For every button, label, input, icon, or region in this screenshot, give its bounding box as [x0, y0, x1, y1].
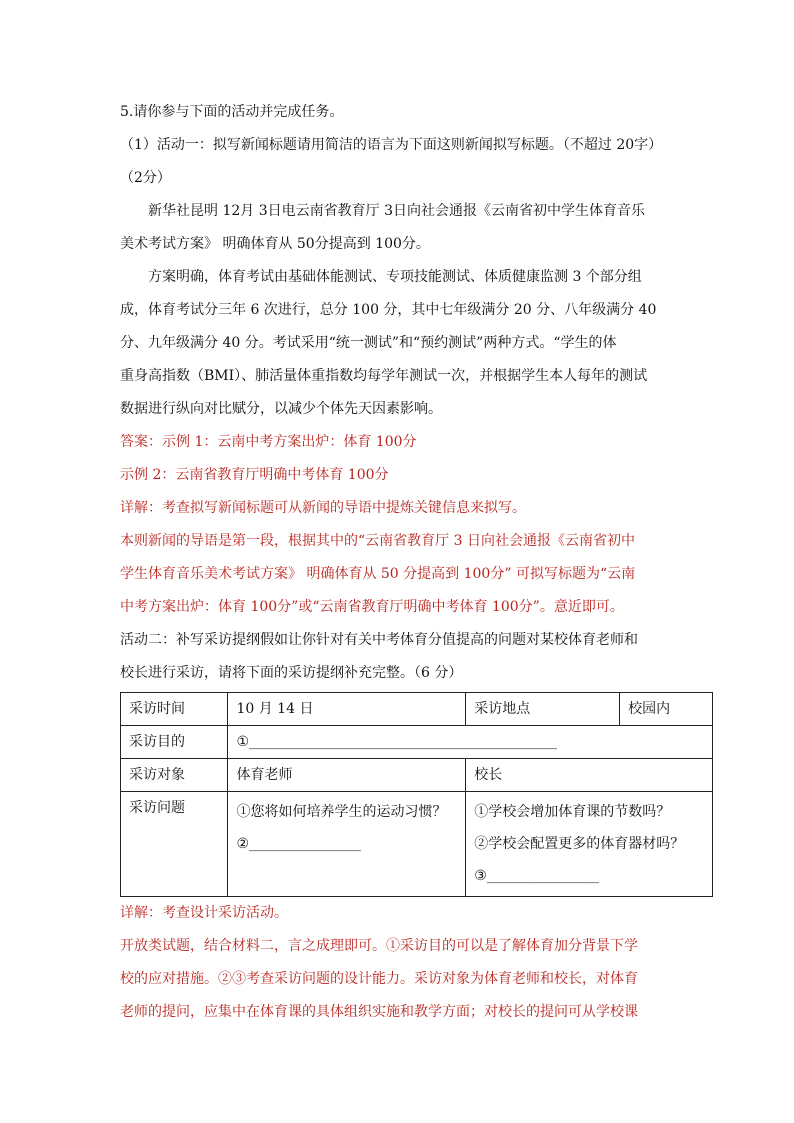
news-paragraph-1-line: 新华社昆明 12月 3日电云南省教育厅 3日向社会通报《云南省初中学生体育音乐 — [148, 203, 645, 219]
news-paragraph-2-line: 分、九年级满分 40 分。考试采用“统一测试”和“预约测试”两种方式。“学生的体 — [120, 335, 617, 351]
interview-outline-table — [120, 692, 713, 897]
explanation2-line: 校的应对措施。②③考查采访问题的设计能力。采访对象为体育老师和校长，对体育 — [120, 971, 638, 987]
place-label: 采访地点 — [466, 693, 620, 726]
activity2-prompt: 活动二：补写采访提纲假如让你针对有关中考体育分值提高的问题对某校体育老师和 — [120, 632, 638, 648]
question-title: 5.请你参与下面的活动并完成任务。 — [120, 104, 344, 120]
news-paragraph-2-line: 成，体育考试分三年 6 次进行，总分 100 分，其中七年级满分 20 分、八年级满分 40 — [120, 302, 657, 318]
target-teacher: 体育老师 — [228, 759, 466, 792]
document-page — [120, 96, 715, 1029]
explanation-line: 学生体育音乐美术考试方案》 明确体育从 50 分提高到 100分” 可拟写标题为“云南 — [120, 566, 636, 582]
time-label: 采访时间 — [121, 693, 228, 726]
answer-example-2: 示例 2：云南省教育厅明确中考体育 100分 — [120, 467, 389, 483]
news-paragraph-1-line: 美术考试方案》 明确体育从 50分提高到 100分。 — [120, 236, 430, 252]
table-row — [121, 792, 713, 897]
table-row — [121, 726, 713, 759]
answer-example-1: 答案：示例 1：云南中考方案出炉：体育 100分 — [120, 434, 417, 450]
principal-question-3-blank[interactable]: ③________________ — [474, 868, 599, 884]
explanation2-line: 老师的提问，应集中在体育课的具体组织实施和教学方面；对校长的提问可从学校课 — [120, 1004, 638, 1020]
explanation2-line: 开放类试题，结合材料二，言之成理即可。①采访目的可以是了解体育加分背景下学 — [120, 938, 638, 954]
principal-question-2: ②学校会配置更多的体育器材吗？ — [474, 836, 685, 852]
activity1-score: （2分） — [120, 170, 171, 186]
news-paragraph-2-line: 方案明确，体育考试由基础体能测试、专项技能测试、体质健康监测 3 个部分组 — [148, 269, 642, 285]
place-value: 校园内 — [620, 693, 713, 726]
table-row — [121, 693, 713, 726]
teacher-question-1: ①您将如何培养学生的运动习惯？ — [236, 804, 447, 820]
target-principal: 校长 — [466, 759, 713, 792]
principal-question-1: ①学校会增加体育课的节数吗？ — [474, 804, 671, 820]
explanation-line: 中考方案出炉：体育 100分”或“云南省教育厅明确中考体育 100分”。意近即可。 — [120, 599, 624, 615]
activity1-prompt: （1）活动一：拟写新闻标题请用简洁的语言为下面这则新闻拟写标题。（不超过 20字） — [120, 137, 663, 153]
time-value: 10 月 14 日 — [228, 693, 466, 726]
purpose-label: 采访目的 — [121, 726, 228, 759]
question-label: 采访问题 — [121, 792, 228, 897]
target-label: 采访对象 — [121, 759, 228, 792]
teacher-questions-cell — [228, 792, 466, 897]
news-paragraph-2-line: 数据进行纵向对比赋分，以减少个体先天因素影响。 — [120, 401, 442, 417]
explanation2-title: 详解：考查设计采访活动。 — [120, 905, 288, 921]
teacher-question-2-blank[interactable]: ②________________ — [236, 836, 362, 852]
explanation-line: 本则新闻的导语是第一段，根据其中的“云南省教育厅 3 日向社会通报《云南省初中 — [120, 533, 635, 549]
table-row — [121, 759, 713, 792]
explanation-title: 详解：考查拟写新闻标题可从新闻的导语中提炼关键信息来拟写。 — [120, 500, 526, 516]
principal-questions-cell — [466, 792, 713, 897]
activity2-prompt: 校长进行采访，请将下面的采访提纲补充完整。（6 分） — [120, 665, 463, 681]
news-paragraph-2-line: 重身高指数（BMI）、肺活量体重指数均每学年测试一次，并根据学生本人每年的测试 — [120, 368, 648, 384]
purpose-blank[interactable]: ①____________________________________________ — [228, 726, 713, 759]
